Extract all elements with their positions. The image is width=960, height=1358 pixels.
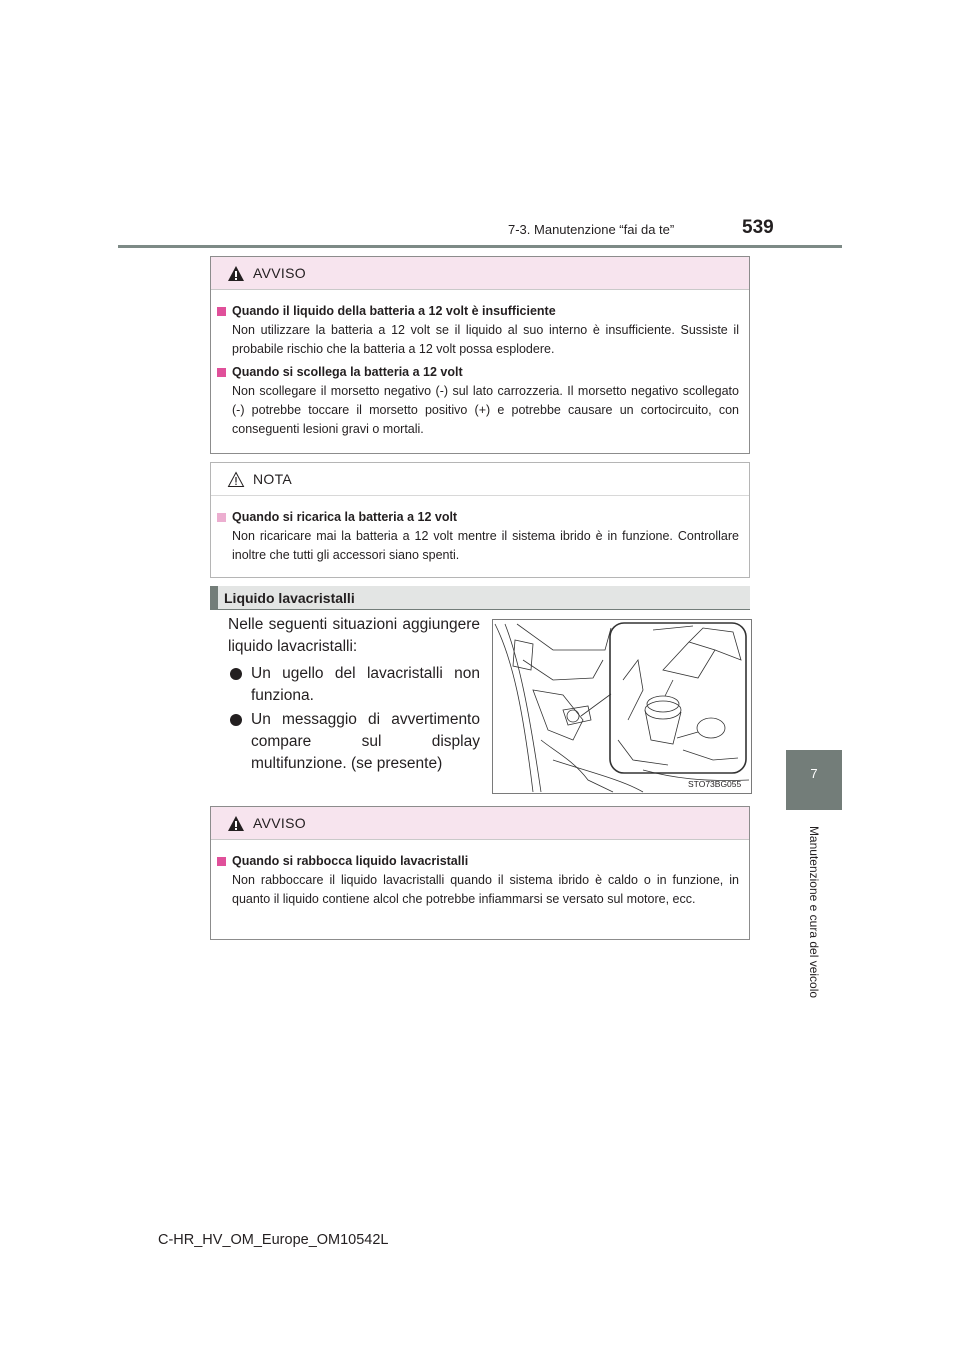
bullet-dot-icon bbox=[230, 714, 242, 726]
warning-item-title: Quando si rabbocca liquido lavacristalli bbox=[217, 854, 739, 868]
warning-box-battery bbox=[210, 256, 750, 454]
warning-item-title: Quando il liquido della batteria a 12 volt è insufficiente bbox=[217, 304, 739, 318]
page-number: 539 bbox=[742, 217, 774, 238]
square-bullet-icon bbox=[217, 857, 226, 866]
warning-item-text: Non scollegare il morsetto negativo (-) sul lato carrozzeria. Il morsetto negativo scollegato (-) potrebbe toccare il morsetto positivo (+) e potrebbe causare un cortocircuito, con conseguenti lesioni gravi o mortali. bbox=[232, 384, 739, 436]
section-intro: Nelle seguenti situazioni aggiungere liquido lavacristalli: bbox=[228, 616, 480, 655]
notice-item-text: Non ricaricare mai la batteria a 12 volt mentre il sistema ibrido è in funzione. Controllare inoltre che tutti gli accessori siano spenti. bbox=[232, 529, 739, 562]
chapter-number: 7 bbox=[810, 766, 818, 781]
warning-label: AVVISO bbox=[253, 265, 306, 281]
list-item: Un messaggio di avvertimento compare sul display multifunzione. (se presente) bbox=[228, 709, 480, 775]
document-id: C-HR_HV_OM_Europe_OM10542L bbox=[158, 1232, 389, 1248]
notice-triangle-icon bbox=[227, 471, 245, 488]
washer-fluid-illustration bbox=[492, 619, 752, 794]
square-bullet-icon bbox=[217, 513, 226, 522]
warning-header bbox=[211, 257, 749, 290]
chapter-title: Manutenzione e cura del veicolo bbox=[807, 825, 821, 999]
notice-header bbox=[211, 463, 749, 496]
notice-label: NOTA bbox=[253, 471, 293, 487]
warning-item-text: Non rabboccare il liquido lavacristalli quando il sistema ibrido è caldo o in funzione, in quanto il liquido contiene alcol che potrebbe infiammarsi se versato sul motore, ecc. bbox=[232, 873, 739, 906]
notice-item-title: Quando si ricarica la batteria a 12 volt bbox=[217, 510, 739, 524]
square-bullet-icon bbox=[217, 368, 226, 377]
header-divider bbox=[118, 245, 842, 248]
warning-triangle-icon bbox=[227, 815, 245, 832]
section-heading-rule bbox=[210, 609, 750, 610]
running-header-section: 7-3. Manutenzione “fai da te” bbox=[508, 222, 675, 237]
section-title: Liquido lavacristalli bbox=[224, 590, 355, 606]
warning-header bbox=[211, 807, 749, 840]
warning-item-title: Quando si scollega la batteria a 12 volt bbox=[217, 365, 739, 379]
warning-triangle-icon bbox=[227, 265, 245, 282]
engine-bay-drawing bbox=[493, 620, 751, 793]
warning-label: AVVISO bbox=[253, 815, 306, 831]
list-item: Un ugello del lavacristalli non funziona. bbox=[228, 663, 480, 707]
section-heading-bar bbox=[210, 586, 218, 610]
section-body bbox=[228, 614, 480, 775]
notice-box-charging bbox=[210, 462, 750, 578]
warning-item-text: Non utilizzare la batteria a 12 volt se il liquido al suo interno è insufficiente. Sussiste il probabile rischio che la batteria a 12 volt possa esplodere. bbox=[232, 323, 739, 356]
square-bullet-icon bbox=[217, 307, 226, 316]
bullet-dot-icon bbox=[230, 668, 242, 680]
figure-code: STO73BG055 bbox=[688, 779, 742, 789]
warning-box-washer bbox=[210, 806, 750, 940]
